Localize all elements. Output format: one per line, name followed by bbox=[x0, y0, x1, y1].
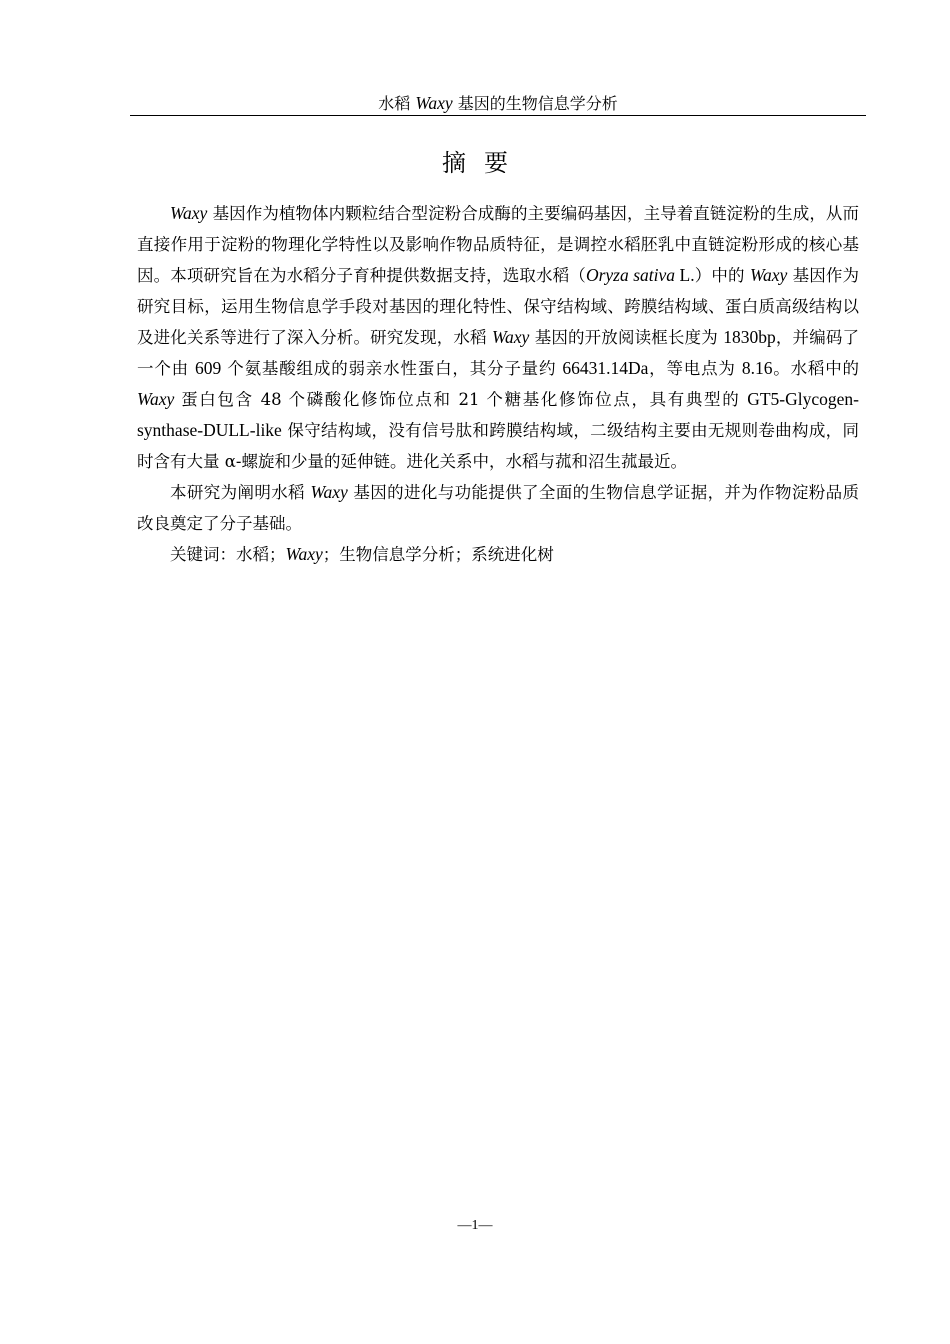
text-run: 。水稻中的 bbox=[772, 359, 860, 378]
running-header bbox=[130, 92, 866, 114]
text-run: Waxy bbox=[310, 482, 348, 502]
text-run: 609 bbox=[195, 358, 222, 378]
text-run: 保守结构域，没有信号肽和跨膜结构域，二级结构主要由无规则卷曲构成，同时含有大量 α-螺旋和少量的延伸链。进化关系中，水稻与菰和沼生菰最近。 bbox=[137, 421, 859, 471]
text-run: 基因的进化与功能提供了全面的生物信息学证据，并为作物淀粉品质改良奠定了分子基础。 bbox=[137, 483, 859, 533]
header-title-prefix: 水稻 bbox=[378, 94, 416, 113]
text-run: Waxy bbox=[285, 544, 323, 564]
text-run: Waxy bbox=[750, 265, 788, 285]
text-run: GT5-Glycogen-synthase-DULL-like bbox=[137, 389, 859, 440]
header-title-gene: Waxy bbox=[415, 93, 453, 113]
text-run: 1830bp bbox=[723, 327, 776, 347]
text-run: 8.16 bbox=[741, 358, 773, 378]
text-run: ，等电点为 bbox=[648, 359, 742, 378]
text-run: ；生物信息学分析；系统进化树 bbox=[322, 545, 554, 564]
text-run: 本研究为阐明水稻 bbox=[170, 483, 311, 502]
header-rule bbox=[130, 115, 866, 116]
abstract-paragraph-1 bbox=[137, 198, 859, 477]
text-run: Waxy bbox=[170, 203, 208, 223]
keywords-line bbox=[137, 539, 859, 570]
text-run: 基因作为研究目标，运用生物信息学手段对基因的理化特性、保守结构域、跨膜结构域、蛋白质高级结构以及进化关系等进行了深入分析。研究发现，水稻 bbox=[137, 266, 860, 347]
abstract-heading: 摘要 bbox=[442, 149, 526, 177]
text-run: Oryza sativa bbox=[585, 265, 676, 285]
text-run: L. bbox=[675, 265, 695, 285]
text-run: 基因作为植物体内颗粒结合型淀粉合成酶的主要编码基因，主导着直链淀粉的生成，从而直接作用于淀粉的物理化学特性以及影响作物品质特征，是调控水稻胚乳中直链淀粉形成的核心基因。本项研究旨在为水稻分子育种提供数据支持，选取水稻（ bbox=[137, 204, 859, 285]
text-run: 基因的开放阅读框长度为 bbox=[529, 328, 724, 347]
page-number: —1— bbox=[457, 1218, 493, 1233]
text-run: 关键词：水稻； bbox=[170, 545, 286, 564]
header-title-suffix: 基因的生物信息学分析 bbox=[452, 94, 618, 113]
text-run: 蛋白包含 48 个磷酸化修饰位点和 21 个糖基化修饰位点，具有典型的 bbox=[174, 390, 748, 409]
text-run: ，并编码了一个由 bbox=[137, 328, 859, 378]
text-run: ）中的 bbox=[694, 266, 750, 285]
abstract-paragraph-2 bbox=[137, 477, 859, 539]
text-run: Waxy bbox=[492, 327, 530, 347]
text-run: Waxy bbox=[137, 389, 175, 409]
abstract-body bbox=[137, 198, 859, 570]
text-run: 66431.14Da bbox=[562, 358, 649, 378]
text-run: 个氨基酸组成的弱亲水性蛋白，其分子量约 bbox=[221, 359, 563, 378]
